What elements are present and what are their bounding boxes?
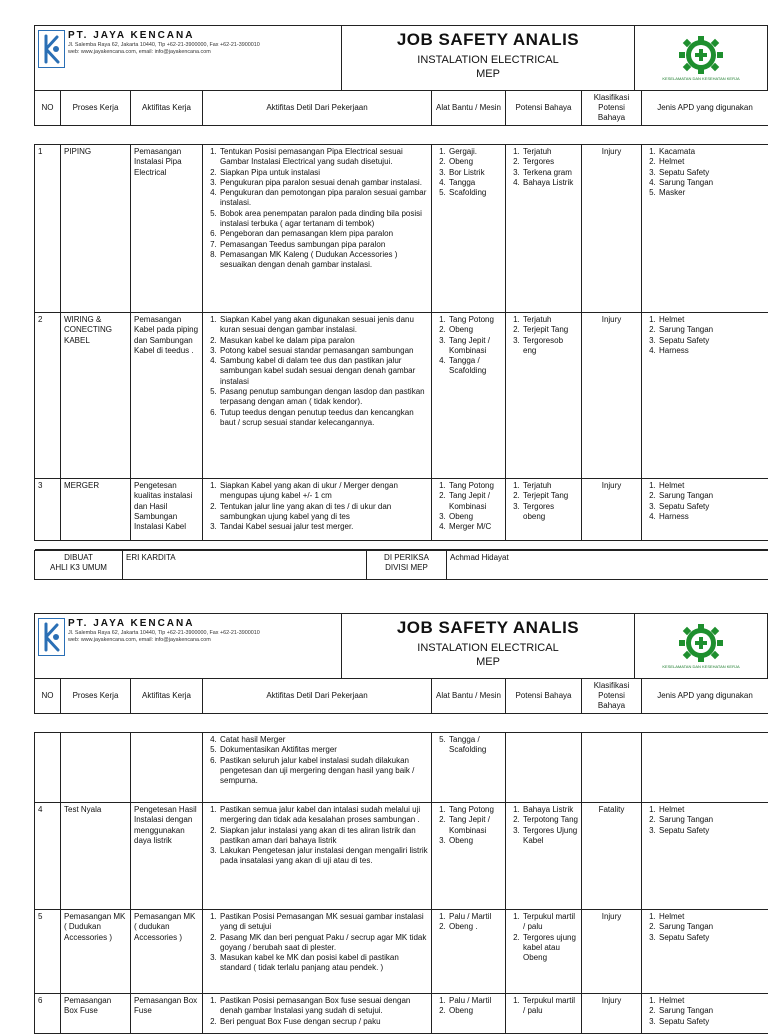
list-item: 4. Bahaya Listrik xyxy=(522,178,578,188)
list-item: 4. Sambung kabel di dalam tee dus dan pastikan jalur sambungan kabel sudah sesuai dengan denah gambar instalasi xyxy=(219,356,428,387)
list-item: 1. Helmet xyxy=(658,912,765,922)
col-aktifitas: Aktifitas Kerja xyxy=(131,679,203,714)
list-item: 2. Tang Jepit / Kombinasi xyxy=(448,815,502,836)
row-aktifitas: Pemasangan MK ( dudukan Accessories ) xyxy=(131,910,203,994)
list-item: 2. Siapkan Pipa untuk instalasi xyxy=(219,168,428,178)
company-contact: web: www.jayakencana.com, email: info@jayakencana.com xyxy=(68,49,260,56)
list-item: 2. Terpotong Tang xyxy=(522,815,578,825)
document-dept: MEP xyxy=(342,656,634,668)
row-no: 5 xyxy=(35,910,61,994)
list-item: 2. Tang Jepit / Kombinasi xyxy=(448,491,502,512)
document-dept: MEP xyxy=(342,68,634,80)
company-logo-icon xyxy=(38,30,65,68)
list-item: 2. Sarung Tangan xyxy=(658,815,765,825)
title-block xyxy=(342,26,635,90)
row-aktifitas: Pengetesan kualitas instalasi dan Hasil Sambungan Instalasi Kabel xyxy=(131,479,203,541)
document-subtitle: INSTALATION ELECTRICAL xyxy=(342,54,634,66)
list-item: 4. Harness xyxy=(658,346,765,356)
list-item: 3. Obeng xyxy=(448,512,502,522)
list-item: 1. Terpukul martil / palu xyxy=(522,996,578,1017)
list-item: 4. Catat hasil Merger xyxy=(219,735,428,745)
jsa-table-page-1 xyxy=(34,90,768,550)
alat-list xyxy=(435,912,502,933)
list-item: 6. Pastikan seluruh jalur kabel instalasi sudah dilakukan pengetesan dan uji mergering dengan hasil yang baik / sempurna. xyxy=(219,756,428,787)
list-item: 2. Siapkan jalur instalasi yang akan di tes aliran listrik dan pastikan aman dari bahaya listrik xyxy=(219,826,428,847)
col-bahaya: Potensi Bahaya xyxy=(506,679,582,714)
list-item: 2. Tentukan jalur line yang akan di tes / di ukur dan sambungkan ujung kabel yang di tes xyxy=(219,502,428,523)
table-row xyxy=(35,479,768,541)
list-item: 3. Tandai Kabel sesuai jalur test merger. xyxy=(219,522,428,532)
col-apd: Jenis APD yang digunakan xyxy=(642,91,768,126)
alat-list xyxy=(435,481,502,532)
row-klasifikasi: Injury xyxy=(582,479,642,541)
col-apd: Jenis APD yang digunakan xyxy=(642,679,768,714)
row-no: 6 xyxy=(35,994,61,1034)
list-item: 1. Helmet xyxy=(658,996,765,1006)
row-aktifitas: Pemasangan Box Fuse xyxy=(131,994,203,1034)
k3-caption: KESELAMATAN DAN KESEHATAN KERJA xyxy=(662,664,739,669)
col-bahaya: Potensi Bahaya xyxy=(506,91,582,126)
apd-list xyxy=(645,481,765,522)
detail-list xyxy=(206,805,428,867)
col-proses: Proses Kerja xyxy=(61,679,131,714)
diperiksa-name: Achmad Hidayat xyxy=(447,551,768,580)
col-detail: Aktifitas Detil Dari Pekerjaan xyxy=(203,679,432,714)
col-klasifikasi: Klasifikasi Potensi Bahaya xyxy=(582,91,642,126)
list-item: 3. Obeng xyxy=(448,836,502,846)
list-item: 2. Sarung Tangan xyxy=(658,922,765,932)
row-proses: MERGER xyxy=(61,479,131,541)
company-address: Jl. Salemba Raya 62, Jakarta 10440, Tlp +62-21-3900000, Fax +62-21-3900010 xyxy=(68,630,260,637)
list-item: 3. Masukan kabel ke MK dan posisi kabel di pastikan standard ( tidak terlalu panjang atau pendek. ) xyxy=(219,953,428,974)
list-item: 1. Helmet xyxy=(658,315,765,325)
list-item: 4. Merger M/C xyxy=(448,522,502,532)
list-item: 1. Bahaya Listrik xyxy=(522,805,578,815)
list-item: 3. Tergores obeng xyxy=(522,502,578,523)
col-no: NO xyxy=(35,91,61,126)
bahaya-list xyxy=(509,805,578,846)
k3-gear-icon xyxy=(669,35,733,75)
row-proses: Test Nyala xyxy=(61,803,131,910)
list-item: 1. Terjatuh xyxy=(522,315,578,325)
list-item: 1. Tang Potong xyxy=(448,481,502,491)
row-aktifitas: Pemasangan Instalasi Pipa Electrical xyxy=(131,145,203,313)
list-item: 3. Sepatu Safety xyxy=(658,826,765,836)
apd-list xyxy=(645,805,765,836)
row-proses: Pemasangan MK ( Dudukan Accessories ) xyxy=(61,910,131,994)
dibuat-name: ERI KARDITA xyxy=(123,551,367,580)
list-item: 2. Obeng xyxy=(448,1006,502,1016)
list-item: 1. Pastikan Posisi pemasangan Box fuse sesuai dengan denah gambar Instalasi yang sudah di setujui. xyxy=(219,996,428,1017)
company-name: PT. JAYA KENCANA xyxy=(68,618,260,630)
bahaya-list xyxy=(509,315,578,356)
list-item: 2. Obeng . xyxy=(448,922,502,932)
list-item: 2. Terjepit Tang xyxy=(522,325,578,335)
col-detail: Aktifitas Detil Dari Pekerjaan xyxy=(203,91,432,126)
list-item: 1. Helmet xyxy=(658,805,765,815)
table-row xyxy=(35,994,768,1034)
list-item: 2. Helmet xyxy=(658,157,765,167)
list-item: 4. Pengukuran dan pemotongan pipa paralon sesuai gambar instalasi. xyxy=(219,188,428,209)
document-header xyxy=(34,25,768,90)
list-item: 5. Tangga / Scafolding xyxy=(448,735,502,756)
apd-list xyxy=(645,315,765,356)
list-item: 5. Scafolding xyxy=(448,188,502,198)
row-proses: PIPING xyxy=(61,145,131,313)
k3-logo-block xyxy=(635,614,767,678)
table-row xyxy=(35,733,768,803)
diperiksa-label: DI PERIKSA xyxy=(370,553,443,563)
list-item: 1. Terpukul martil / palu xyxy=(522,912,578,933)
row-aktifitas: Pengetesan Hasil Instalasi dengan menggunakan daya listrik xyxy=(131,803,203,910)
dibuat-role: AHLI K3 UMUM xyxy=(38,563,119,573)
list-item: 1. Siapkan Kabel yang akan di ukur / Merger dengan mengupas ujung kabel +/- 1 cm xyxy=(219,481,428,502)
table-row xyxy=(35,803,768,910)
detail-list xyxy=(206,735,428,786)
list-item: 1. Pastikan semua jalur kabel dan intalasi sudah melalui uji mergering dan tidak ada kesalahan proses sambungan . xyxy=(219,805,428,826)
list-item: 2. Sarung Tangan xyxy=(658,491,765,501)
row-klasifikasi: Fatality xyxy=(582,803,642,910)
list-item: 7. Pemasangan Teedus sambungan pipa paralon xyxy=(219,240,428,250)
list-item: 3. Sepatu Safety xyxy=(658,933,765,943)
list-item: 3. Sepatu Safety xyxy=(658,502,765,512)
list-item: 2. Sarung Tangan xyxy=(658,1006,765,1016)
company-block xyxy=(35,26,342,90)
col-no: NO xyxy=(35,679,61,714)
title-block xyxy=(342,614,635,678)
apd-list xyxy=(645,996,765,1027)
detail-list xyxy=(206,481,428,532)
signature-table xyxy=(34,550,768,580)
list-item: 1. Tang Potong xyxy=(448,805,502,815)
detail-list xyxy=(206,147,428,271)
col-klasifikasi: Klasifikasi Potensi Bahaya xyxy=(582,679,642,714)
list-item: 1. Pastikan Posisi Pemasangan MK sesuai gambar instalasi yang di setujui xyxy=(219,912,428,933)
table-row xyxy=(35,910,768,994)
list-item: 4. Harness xyxy=(658,512,765,522)
list-item: 2. Obeng xyxy=(448,157,502,167)
list-item: 3. Pengukuran pipa paralon sesuai denah gambar instalasi. xyxy=(219,178,428,188)
list-item: 1. Gergaji. xyxy=(448,147,502,157)
row-no: 1 xyxy=(35,145,61,313)
list-item: 5. Masker xyxy=(658,188,765,198)
list-item: 3. Tergores Ujung Kabel xyxy=(522,826,578,847)
row-aktifitas: Pemasangan Kabel pada piping dan Sambungan Kabel di teedus . xyxy=(131,313,203,479)
company-logo-icon xyxy=(38,618,65,656)
list-item: 1. Palu / Martil xyxy=(448,912,502,922)
list-item: 4. Sarung Tangan xyxy=(658,178,765,188)
alat-list xyxy=(435,996,502,1017)
jsa-table-page-2 xyxy=(34,678,768,1034)
list-item: 6. Tutup teedus dengan penutup teedus dan kencangkan baut / scrup sesuai standar kelecangannya. xyxy=(219,408,428,429)
list-item: 3. Sepatu Safety xyxy=(658,1017,765,1027)
table-row xyxy=(35,313,768,479)
list-item: 1. Siapkan Kabel yang akan digunakan sesuai jenis danu kuran sesuai dengan gambar instalasi. xyxy=(219,315,428,336)
row-no: 3 xyxy=(35,479,61,541)
list-item: 1. Kacamata xyxy=(658,147,765,157)
list-item: 3. Tang Jepit / Kombinasi xyxy=(448,336,502,357)
list-item: 3. Tergoresob eng xyxy=(522,336,578,357)
jsa-page-2 xyxy=(34,613,768,1034)
company-name: PT. JAYA KENCANA xyxy=(68,30,260,42)
list-item: 2. Beri penguat Box Fuse dengan secrup / paku xyxy=(219,1017,428,1027)
list-item: 1. Palu / Martil xyxy=(448,996,502,1006)
list-item: 3. Sepatu Safety xyxy=(658,336,765,346)
detail-list xyxy=(206,996,428,1027)
list-item: 1. Helmet xyxy=(658,481,765,491)
company-block xyxy=(35,614,342,678)
list-item: 2. Obeng xyxy=(448,325,502,335)
k3-gear-icon xyxy=(669,623,733,663)
alat-list xyxy=(435,147,502,198)
document-title: JOB SAFETY ANALIS xyxy=(342,30,634,50)
list-item: 4. Tangga xyxy=(448,178,502,188)
list-item: 1. Tang Potong xyxy=(448,315,502,325)
column-header-row xyxy=(35,91,768,126)
document-title: JOB SAFETY ANALIS xyxy=(342,618,634,638)
diperiksa-role: DIVISI MEP xyxy=(370,563,443,573)
row-proses: Pemasangan Box Fuse xyxy=(61,994,131,1034)
k3-caption: KESELAMATAN DAN KESEHATAN KERJA xyxy=(662,76,739,81)
col-aktifitas: Aktifitas Kerja xyxy=(131,91,203,126)
document-subtitle: INSTALATION ELECTRICAL xyxy=(342,642,634,654)
list-item: 5. Dokumentasikan Aktifitas merger xyxy=(219,745,428,755)
list-item: 5. Bobok area penempatan paralon pada dinding bila posisi instalasi terbuka ( agar tertanam di tembok) xyxy=(219,209,428,230)
company-contact: web: www.jayakencana.com, email: info@jayakencana.com xyxy=(68,637,260,644)
alat-list xyxy=(435,315,502,377)
row-klasifikasi: Injury xyxy=(582,994,642,1034)
list-item: 3. Potong kabel sesuai standar pemasangan sambungan xyxy=(219,346,428,356)
list-item: 3. Sepatu Safety xyxy=(658,168,765,178)
company-address: Jl. Salemba Raya 62, Jakarta 10440, Tlp +62-21-3900000, Fax +62-21-3900010 xyxy=(68,42,260,49)
list-item: 3. Bor Listrik xyxy=(448,168,502,178)
row-klasifikasi: Injury xyxy=(582,910,642,994)
row-no: 4 xyxy=(35,803,61,910)
alat-list xyxy=(435,805,502,846)
detail-list xyxy=(206,912,428,974)
list-item: 1. Terjatuh xyxy=(522,481,578,491)
apd-list xyxy=(645,147,765,198)
row-proses: WIRING & CONECTING KABEL xyxy=(61,313,131,479)
list-item: 5. Pasang penutup sambungan dengan lasdop dan pastikan terpasang dengan aman ( tidak kendor). xyxy=(219,387,428,408)
apd-list xyxy=(645,912,765,943)
column-header-row xyxy=(35,679,768,714)
k3-logo-block xyxy=(635,26,767,90)
list-item: 2. Masukan kabel ke dalam pipa paralon xyxy=(219,336,428,346)
row-klasifikasi: Injury xyxy=(582,313,642,479)
list-item: 2. Sarung Tangan xyxy=(658,325,765,335)
list-item: 2. Pasang MK dan beri penguat Paku / secrup agar MK tidak goyang / berubah saat di plester. xyxy=(219,933,428,954)
list-item: 8. Pemasangan MK Kaleng ( Dudukan Accessories ) sesuaikan dengan denah gambar instalasi. xyxy=(219,250,428,271)
list-item: 3. Terkena gram xyxy=(522,168,578,178)
list-item: 2. Tergores ujung kabel atau Obeng xyxy=(522,933,578,964)
document-header xyxy=(34,613,768,678)
list-item: 2. Tergores xyxy=(522,157,578,167)
list-item: 3. Lakukan Pengetesan jalur instalasi dengan mengaliri listrik pada insatalasi yang akan di uji atau di tes. xyxy=(219,846,428,867)
row-no: 2 xyxy=(35,313,61,479)
col-alat: Alat Bantu / Mesin xyxy=(432,91,506,126)
dibuat-label: DIBUAT xyxy=(38,553,119,563)
col-alat: Alat Bantu / Mesin xyxy=(432,679,506,714)
jsa-page-1 xyxy=(34,25,768,580)
list-item: 6. Pengeboran dan pemasangan klem pipa paralon xyxy=(219,229,428,239)
list-item: 1. Terjatuh xyxy=(522,147,578,157)
bahaya-list xyxy=(509,481,578,522)
bahaya-list xyxy=(509,996,578,1017)
list-item: 2. Terjepit Tang xyxy=(522,491,578,501)
alat-list xyxy=(435,735,502,756)
bahaya-list xyxy=(509,912,578,963)
detail-list xyxy=(206,315,428,428)
table-row xyxy=(35,145,768,313)
list-item: 1. Tentukan Posisi pemasangan Pipa Electrical sesuai Gambar Instalasi Electrical yang sudah disetujui. xyxy=(219,147,428,168)
bahaya-list xyxy=(509,147,578,188)
col-proses: Proses Kerja xyxy=(61,91,131,126)
row-klasifikasi: Injury xyxy=(582,145,642,313)
list-item: 4. Tangga / Scafolding xyxy=(448,356,502,377)
